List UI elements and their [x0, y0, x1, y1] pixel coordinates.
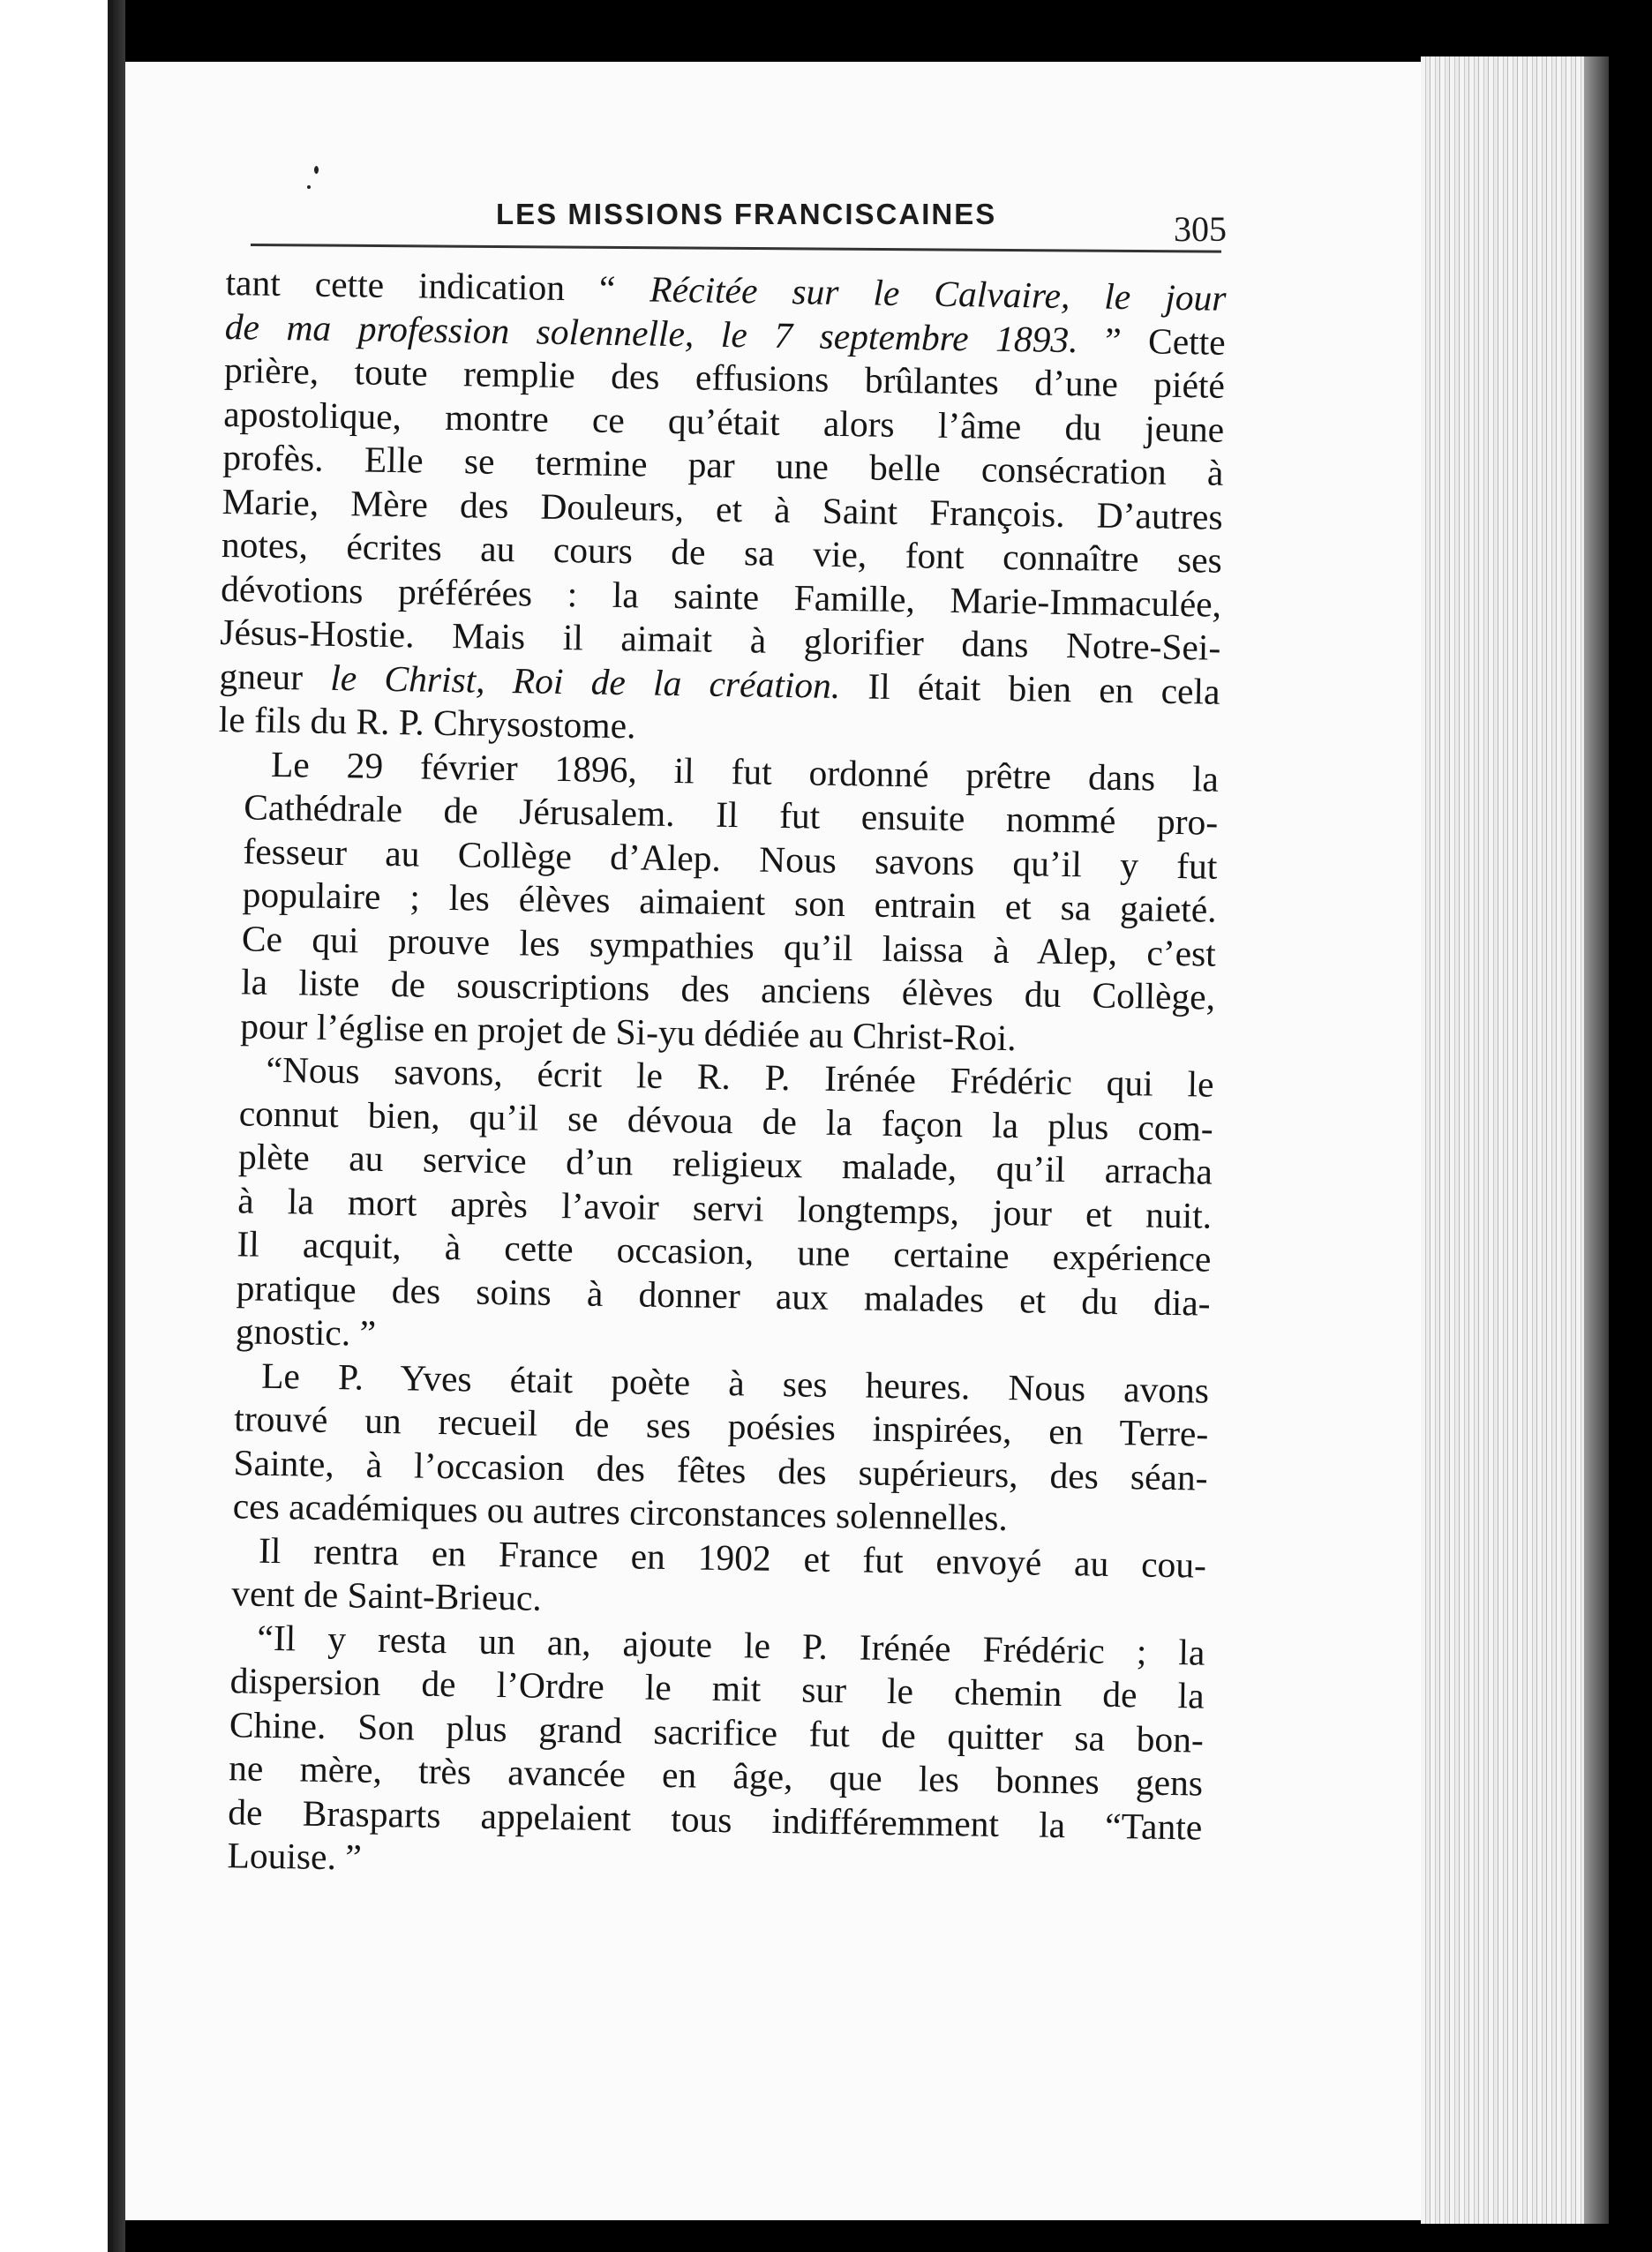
text-line: le fils du R. P. Chrysostome. [218, 698, 636, 747]
paragraph [218, 261, 1226, 757]
text-line: connut bien, qu’il se dévoua de la façon la plus com- [238, 1092, 1214, 1149]
text-line: Il acquit, à cette occasion, une certaine expérience [237, 1223, 1212, 1280]
text-line: la liste de souscriptions des anciens élèves du Collège, [240, 961, 1216, 1017]
left-page-edge [0, 0, 113, 2252]
text-line: gneur le Christ, Roi de la création. Il était bien en cela [219, 655, 1220, 712]
paragraph [205, 1528, 1206, 1631]
text-line: vent de Saint-Brieuc. [230, 1573, 543, 1618]
text-line: à la mort après l’avoir servi longtemps, jour et nuit. [237, 1179, 1213, 1236]
text-line: fesseur au Collège d’Alep. Nous savons qu’il y fut [243, 829, 1218, 887]
text-line: dispersion de l’Ordre le mit sur le chemin de la [229, 1660, 1205, 1716]
text-line: Le P. Yves était poète à ses heures. Nous avons [260, 1355, 1210, 1411]
text-line: pratique des soins à donner aux malades et du dia- [236, 1266, 1211, 1324]
text-line: ne mère, très avancée en âge, que les bonnes gens [228, 1747, 1204, 1804]
italic-phrase: le Christ, Roi de la création. [329, 657, 841, 706]
page-edges [1421, 56, 1608, 2224]
italic-phrase: Récitée sur le Calvaire, le jour [650, 268, 1227, 319]
italic-phrase: de ma profession solennelle, le 7 septembre 1893. [224, 305, 1078, 360]
page-edges-shadow [1584, 56, 1609, 2224]
text-line: plète au service d’un religieux malade, qu’il arracha [237, 1136, 1213, 1192]
text-line: Sainte, à l’occasion des fêtes des supérieurs, des séan- [233, 1441, 1208, 1498]
text-line: Il rentra en France en 1902 et fut envoyé au cou- [258, 1529, 1207, 1586]
text-line: gnostic. ” [235, 1310, 377, 1354]
book-gutter [113, 0, 125, 2252]
text-line: trouvé un recueil de ses poésies inspirées, en Terre- [234, 1398, 1209, 1454]
text-line: Louise. ” [227, 1835, 363, 1878]
page-header [265, 191, 1253, 249]
paragraph [214, 741, 1219, 1062]
text-line: “Il y resta un an, ajoute le P. Irénée Frédéric ; la [257, 1617, 1205, 1673]
text-line: profès. Elle se termine par une belle consécration à [222, 436, 1224, 493]
text-line: Cathédrale de Jérusalem. Il fut ensuite nommé pro- [243, 786, 1219, 843]
paragraph [206, 1353, 1209, 1543]
text-line: de Brasparts appelaient tous indifféremment la “Tante [228, 1790, 1203, 1848]
text-line: Marie, Mère des Douleurs, et à Saint François. D’autres [222, 480, 1223, 537]
text-line: Jésus-Hostie. Mais il aimait à glorifier dans Notre-Sei- [220, 611, 1221, 668]
body-text [200, 261, 1227, 1893]
text-line: apostolique, montre ce qu’était alors l’âme du jeune [222, 393, 1225, 450]
text-line: de ma profession solennelle, le 7 septembre 1893. ” Cette [224, 305, 1227, 363]
text-line: notes, écrites au cours de sa vie, font connaître ses [221, 523, 1223, 581]
text-line: Le 29 février 1896, il fut ordonné prêtre dans la [270, 743, 1220, 799]
text-line: Chine. Son plus grand sacrifice fut de quitter sa bon- [229, 1703, 1205, 1760]
running-head: LES MISSIONS FRANCISCAINES [496, 198, 997, 230]
text-line: dévotions préférées : la sainte Famille, Marie-Immaculée, [220, 567, 1222, 625]
text-line: tant cette indication “ Récitée sur le Calvaire, le jour [225, 261, 1227, 319]
text-line: prière, toute remplie des effusions brûlantes d’une piété [223, 349, 1226, 406]
page-number: 305 [1174, 209, 1227, 249]
text-line: pour l’église en projet de Si-yu dédiée au Christ-Roi. [240, 1004, 1017, 1058]
paragraph [209, 1047, 1214, 1369]
text-line: Ce qui prouve les sympathies qu’il laissa à Alep, c’est [241, 917, 1217, 974]
text-line: ces académiques ou autres circonstances solennelles. [232, 1485, 1009, 1539]
paragraph [200, 1615, 1205, 1893]
text-line: populaire ; les élèves aimaient son entrain et sa gaieté. [242, 874, 1217, 930]
text-line: “Nous savons, écrit le R. P. Irénée Frédéric qui le [266, 1048, 1214, 1105]
